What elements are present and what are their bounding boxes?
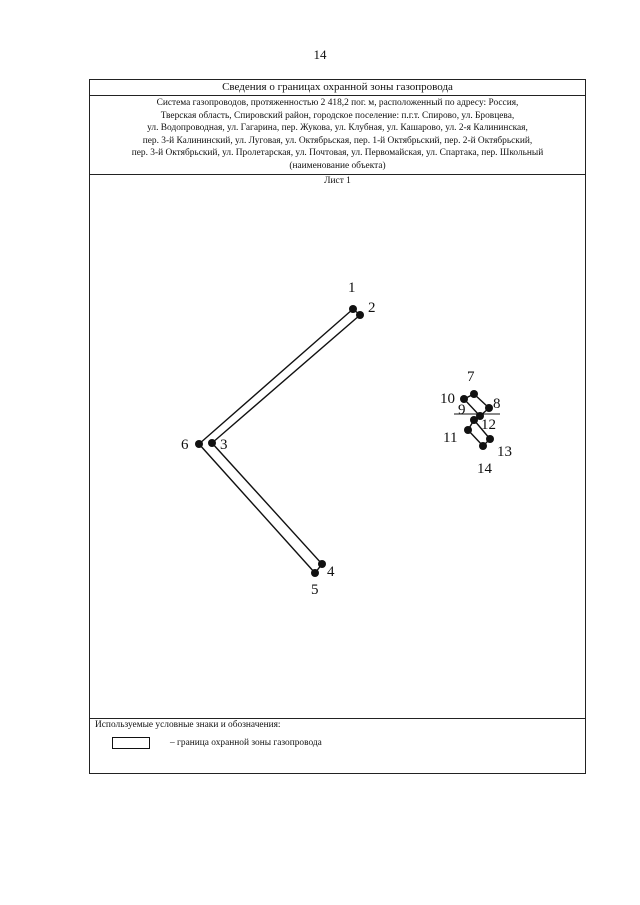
object-description-line: пер. 3-й Октябрьский, ул. Пролетарская, ул. Почтовая, ул. Первомайская, ул. Спартака, пер. Школьный xyxy=(131,148,544,158)
vertex-point-14 xyxy=(479,442,487,450)
point-label-1: 1 xyxy=(348,280,356,296)
zone-boundary-small-upper xyxy=(464,394,489,416)
vertex-point-5 xyxy=(311,569,319,577)
point-label-4: 4 xyxy=(327,564,335,580)
point-label-7: 7 xyxy=(467,369,475,385)
vertex-point-8 xyxy=(485,404,493,412)
point-label-6: 6 xyxy=(181,437,189,453)
point-label-2: 2 xyxy=(368,300,376,316)
legend-boundary-symbol xyxy=(112,737,150,749)
point-label-14: 14 xyxy=(477,461,492,477)
vertex-point-3 xyxy=(208,439,216,447)
vertex-point-12 xyxy=(470,416,478,424)
vertex-point-6 xyxy=(195,440,203,448)
object-caption: (наименование объекта) xyxy=(289,160,386,171)
object-description-line: ул. Водопроводная, ул. Гагарина, пер. Жукова, ул. Клубная, ул. Кашарово, ул. 2-я Калининская, xyxy=(147,123,528,133)
vertex-point-7 xyxy=(470,390,478,398)
point-label-3: 3 xyxy=(220,437,228,453)
point-label-12: 12 xyxy=(481,417,496,433)
point-label-5: 5 xyxy=(311,582,319,598)
vertex-point-2 xyxy=(356,311,364,319)
object-description xyxy=(90,95,585,175)
page-number: 14 xyxy=(313,47,327,62)
legend-title: Используемые условные знаки и обозначения: xyxy=(95,720,281,730)
legend-boundary-label: – граница охранной зоны газопровода xyxy=(170,738,322,748)
point-label-9: 9 xyxy=(458,402,466,418)
vertex-point-4 xyxy=(318,560,326,568)
boundary-map xyxy=(90,175,585,718)
legend xyxy=(90,718,585,774)
point-label-11: 11 xyxy=(443,430,458,446)
object-description-line: Система газопроводов, протяженностью 2 418,2 пог. м, расположенный по адресу: Россия, xyxy=(156,98,519,108)
point-label-8: 8 xyxy=(493,396,501,412)
vertex-point-11 xyxy=(464,426,472,434)
sheet-label: Лист 1 xyxy=(324,176,351,186)
document-frame xyxy=(89,79,586,774)
object-description-line: Тверская область, Спировский район, городское поселение: п.г.т. Спирово, ул. Бровцева, xyxy=(160,110,515,121)
vertex-point-1 xyxy=(349,305,357,313)
vertex-point-13 xyxy=(486,435,494,443)
object-description-line: пер. 3-й Калининский, ул. Луговая, ул. Октябрьская, пер. 1-й Октябрьский, пер. 2-й Октябрьский, xyxy=(142,135,533,146)
point-label-10: 10 xyxy=(440,391,455,407)
document-title: Сведения о границах охранной зоны газопровода xyxy=(90,80,585,96)
point-label-13: 13 xyxy=(497,444,512,460)
boundary-drawing xyxy=(90,175,585,719)
